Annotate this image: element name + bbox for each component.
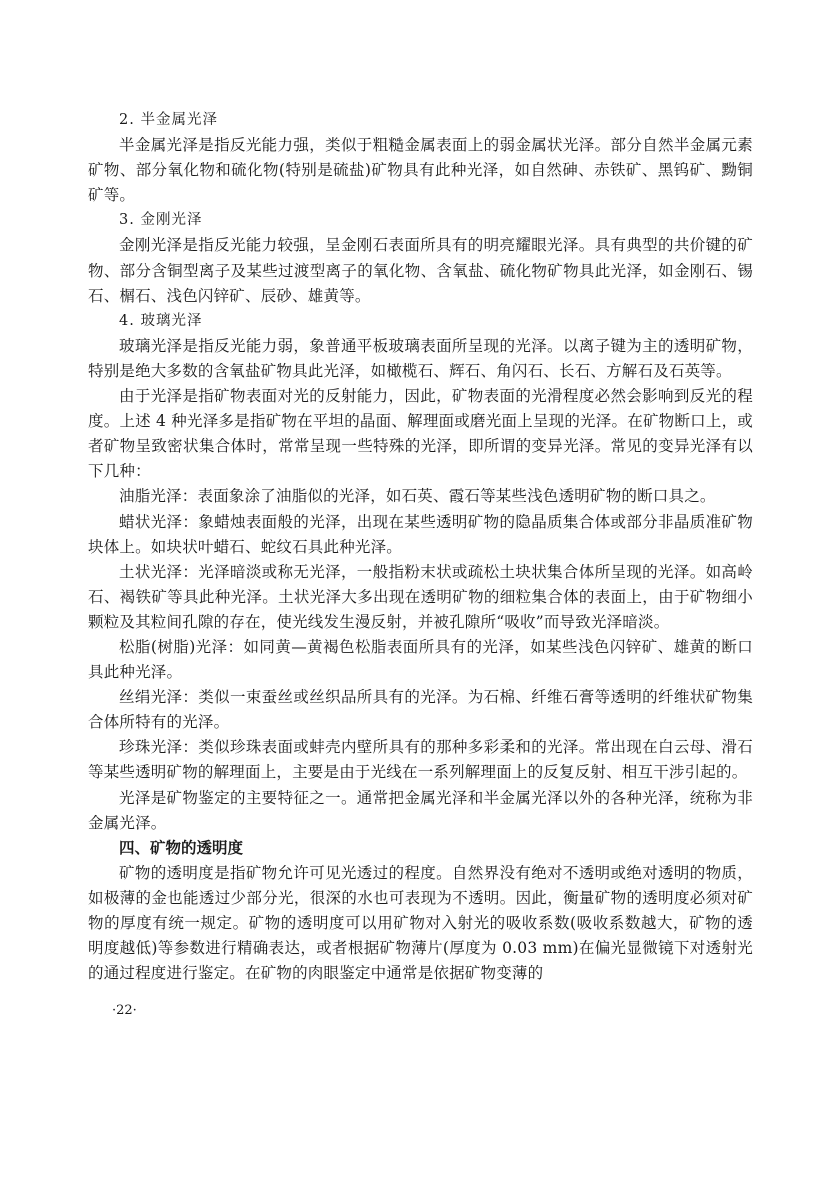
page-number: ·22· xyxy=(112,1003,137,1018)
para-transparency: 矿物的透明度是指矿物允许可见光透过的程度。自然界没有绝对不透明或绝对透明的物质，如极薄的金也能透过少部分光，很深的水也可表现为不透明。因此，衡量矿物的透明度必须对矿物的厚度有统一规定。矿物的透明度可以用矿物对入射光的吸收系数(吸收系数越大，矿物的透明度越低)等参数进行精确表达，或者根据矿物薄片(厚度为 0.03 mm)在偏光显微镜下对透射光的通过程度进行鉴定。在矿物的肉眼鉴定中通常是依据矿物变薄的 xyxy=(88,863,753,983)
para-pearly: 珍珠光泽：类似珍珠表面或蚌壳内壁所具有的那种多彩柔和的光泽。常出现在白云母、滑石等某些透明矿物的解理面上，主要是由于光线在一系列解理面上的反复反射、相互干涉引起的。 xyxy=(88,738,753,782)
heading-vitreous: 4. 玻璃光泽 xyxy=(119,312,203,329)
document-body xyxy=(88,108,753,986)
para-silky: 丝绢光泽：类似一束蚕丝或丝织品所具有的光泽。为石棉、纤维石膏等透明的纤维状矿物集合体所特有的光泽。 xyxy=(88,688,753,732)
heading-semimetallic: 2. 半金属光泽 xyxy=(119,112,218,128)
heading-transparency: 四、矿物的透明度 xyxy=(119,838,244,857)
para-earthy: 土状光泽：光泽暗淡或称无光泽，一般指粉末状或疏松土块状集合体所呈现的光泽。如高岭石、褐铁矿等具此种光泽。土状光泽大多出现在透明矿物的细粒集合体的表面上，由于矿物细小颗粒及其粒间孔隙的存在，使光线发生漫反射，并被孔隙所“吸收”而导致光泽暗淡。 xyxy=(88,562,753,631)
para-special-luster: 由于光泽是指矿物表面对光的反射能力，因此，矿物表面的光滑程度必然会影响到反光的程度。上述 4 种光泽多是指矿物在平坦的晶面、解理面或磨光面上呈现的光泽。在矿物断口上，或者矿物呈致密状集合体时，常常呈现一些特殊的光泽，即所谓的变异光泽。常见的变异光泽有以下几种： xyxy=(88,387,753,481)
para-vitreous: 玻璃光泽是指反光能力弱，象普通平板玻璃表面所呈现的光泽。以离子键为主的透明矿物，特别是绝大多数的含氧盐矿物具此光泽，如橄榄石、辉石、角闪石、长石、方解石及石英等。 xyxy=(88,336,753,380)
para-greasy: 油脂光泽：表面象涂了油脂似的光泽，如石英、霞石等某些浅色透明矿物的断口具之。 xyxy=(119,487,716,506)
para-resinous: 松脂(树脂)光泽：如同黄—黄褐色松脂表面所具有的光泽，如某些浅色闪锌矿、雄黄的断口具此种光泽。 xyxy=(88,637,753,682)
para-adamantine: 金刚光泽是指反光能力较强，呈金刚石表面所具有的明亮耀眼光泽。具有典型的共价键的矿物、部分含铜型离子及某些过渡型离子的氧化物、含氧盐、硫化物矿物具此光泽，如金刚石、锡石、榍石、浅色闪锌矿、辰砂、雄黄等。 xyxy=(88,236,753,305)
para-waxy: 蜡状光泽：象蜡烛表面般的光泽，出现在某些透明矿物的隐晶质集合体或部分非晶质准矿物块体上。如块状叶蜡石、蛇纹石具此种光泽。 xyxy=(88,512,753,556)
heading-adamantine: 3. 金刚光泽 xyxy=(119,212,203,229)
para-semimetallic: 半金属光泽是指反光能力强，类似于粗糙金属表面上的弱金属状光泽。部分自然半金属元素矿物、部分氧化物和硫化物(特别是硫盐)矿物具有此种光泽，如自然砷、赤铁矿、黑钨矿、黝铜矿等。 xyxy=(88,136,753,205)
para-luster-summary: 光泽是矿物鉴定的主要特征之一。通常把金属光泽和半金属光泽以外的各种光泽，统称为非金属光泽。 xyxy=(88,788,753,832)
